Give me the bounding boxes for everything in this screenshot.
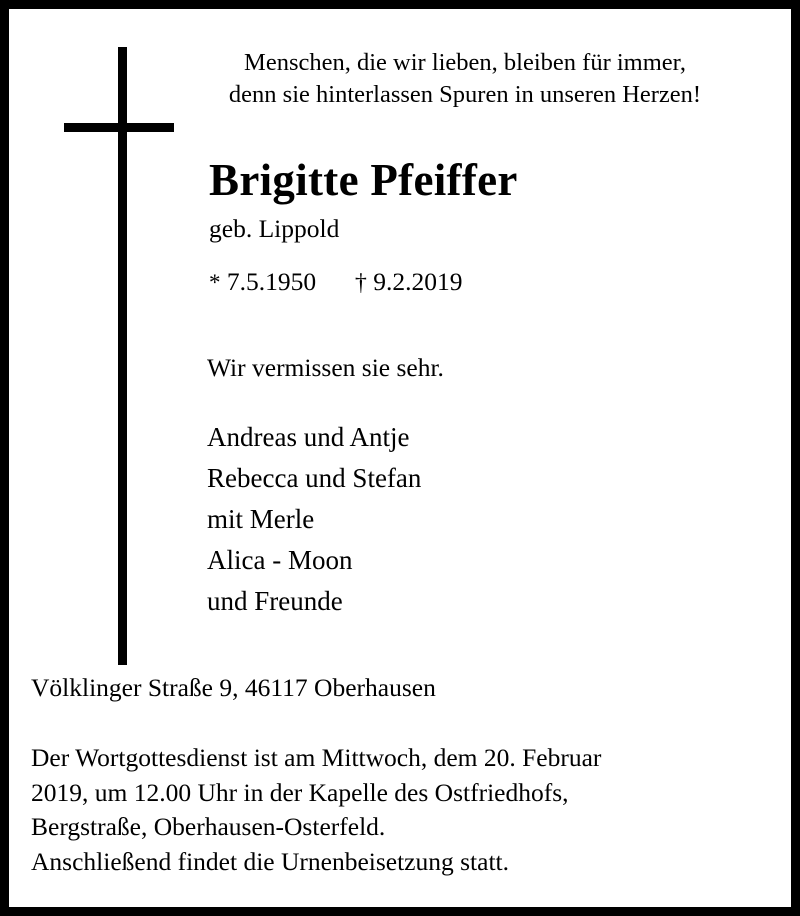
death-symbol: †	[354, 269, 367, 296]
family-list	[207, 417, 769, 622]
maiden-name: geb. Lippold	[209, 213, 340, 243]
cross-vertical-bar	[118, 47, 127, 665]
service-details	[31, 741, 775, 880]
service-line: Anschließend findet die Urnenbeisetzung statt.	[31, 847, 509, 877]
service-line: Bergstraße, Oberhausen-Osterfeld.	[31, 812, 386, 842]
verse-block	[179, 47, 769, 111]
obituary-content	[179, 39, 769, 622]
birth-date: 7.5.1950	[226, 266, 317, 296]
life-dates	[209, 267, 769, 298]
mourning-statement: Wir vermissen sie sehr.	[207, 353, 444, 383]
service-line: 2019, um 12.00 Uhr in der Kapelle des Ostfriedhofs,	[31, 777, 569, 807]
family-line: Andreas und Antje	[207, 422, 410, 453]
family-line: Rebecca und Stefan	[207, 463, 422, 494]
death-date: 9.2.2019	[373, 266, 463, 296]
family-line: Alica - Moon	[207, 545, 353, 576]
birth-symbol: *	[209, 269, 221, 295]
deceased-name: Brigitte Pfeiffer	[209, 154, 518, 205]
family-line: und Freunde	[207, 586, 343, 617]
cross-horizontal-bar	[64, 123, 174, 132]
service-line: Der Wortgottesdienst ist am Mittwoch, dem 20. Februar	[31, 743, 602, 772]
family-line: mit Merle	[207, 504, 315, 535]
obituary-inner	[9, 9, 791, 907]
verse-line-1: Menschen, die wir lieben, bleiben für immer,	[244, 49, 686, 76]
address-line: Völklinger Straße 9, 46117 Oberhausen	[31, 673, 436, 702]
verse-line-2: denn sie hinterlassen Spuren in unseren Herzen!	[228, 80, 702, 108]
